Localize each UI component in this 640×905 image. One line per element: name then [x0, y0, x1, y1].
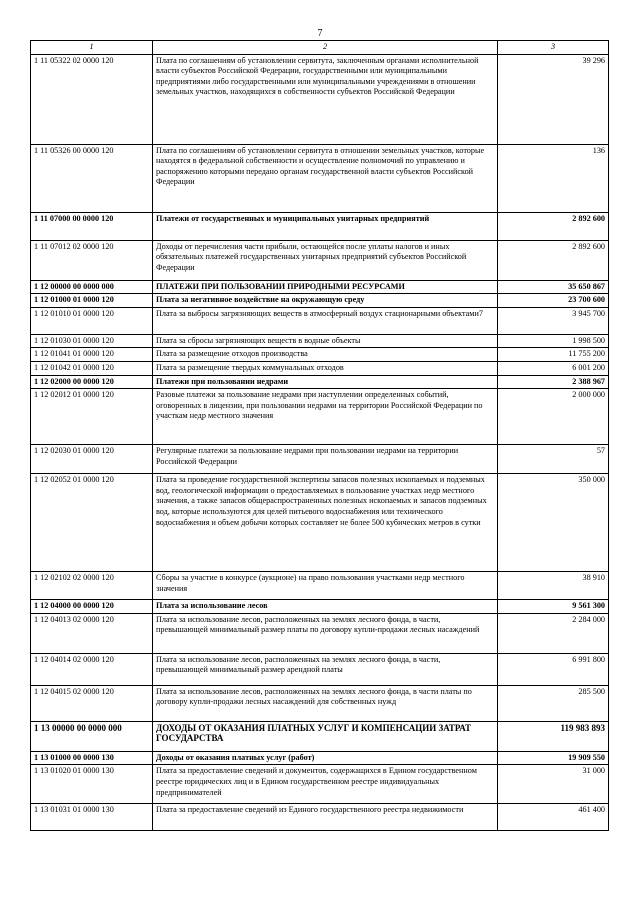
- row-name: ПЛАТЕЖИ ПРИ ПОЛЬЗОВАНИИ ПРИРОДНЫМИ РЕСУРСАМИ: [153, 280, 498, 294]
- row-code: 1 11 05322 02 0000 120: [31, 54, 153, 144]
- row-code: 1 12 02030 01 0000 120: [31, 445, 153, 474]
- table-row: [31, 600, 609, 614]
- row-code: 1 11 07012 02 0000 120: [31, 240, 153, 280]
- row-name: Плата за предоставление сведений из Единого государственного реестра недвижимости: [153, 804, 498, 831]
- row-name: Плата за негативное воздействие на окружающую среду: [153, 294, 498, 308]
- table-row: [31, 572, 609, 600]
- table-row: [31, 765, 609, 804]
- row-amount: 2 892 600: [498, 240, 609, 280]
- row-amount: 6 991 800: [498, 653, 609, 685]
- row-amount: 39 296: [498, 54, 609, 144]
- table-header-row: [31, 41, 609, 55]
- table-row: [31, 294, 609, 308]
- row-amount: 6 001 200: [498, 361, 609, 375]
- row-amount: 2 284 000: [498, 613, 609, 653]
- table-row: [31, 334, 609, 348]
- row-amount: 285 500: [498, 685, 609, 721]
- table-row: [31, 685, 609, 721]
- row-name: Плата за использование лесов, расположенных на землях лесного фонда, в части, превышающей минимальный размер арендной платы: [153, 653, 498, 685]
- row-name: Разовые платежи за пользование недрами при наступлении определенных событий, оговоренных в лицензии, при пользовании недрами на территории Российской Федерации по участкам недр местного значения: [153, 389, 498, 445]
- table-row: [31, 348, 609, 362]
- table-row: [31, 240, 609, 280]
- row-amount: 3 945 700: [498, 307, 609, 334]
- row-amount: 136: [498, 144, 609, 212]
- row-amount: 119 983 893: [498, 721, 609, 751]
- row-name: Доходы от перечисления части прибыли, остающейся после уплаты налогов и иных обязательных платежей государственных унитарных предприятий субъектов Российской Федерации: [153, 240, 498, 280]
- row-code: 1 12 01000 01 0000 120: [31, 294, 153, 308]
- row-code: 1 12 00000 00 0000 000: [31, 280, 153, 294]
- row-code: 1 12 04014 02 0000 120: [31, 653, 153, 685]
- row-amount: 350 000: [498, 474, 609, 572]
- row-name: Плата за сбросы загрязняющих веществ в водные объекты: [153, 334, 498, 348]
- table-row: [31, 307, 609, 334]
- row-name: Платежи от государственных и муниципальных унитарных предприятий: [153, 212, 498, 240]
- row-code: 1 12 02000 00 0000 120: [31, 375, 153, 389]
- row-code: 1 12 02052 01 0000 120: [31, 474, 153, 572]
- row-code: 1 12 01042 01 0000 120: [31, 361, 153, 375]
- row-name: Регулярные платежи за пользование недрами при пользовании недрами на территории Российской Федерации: [153, 445, 498, 474]
- row-amount: 35 650 867: [498, 280, 609, 294]
- row-name: Плата по соглашениям об установлении сервитута в отношении земельных участков, которые находятся в федеральной собственности и осуществление полномочий по управлению и распоряжению которыми передано органам государственной власти субъектов Российской Федерации: [153, 144, 498, 212]
- row-name: Плата за проведение государственной экспертизы запасов полезных ископаемых и подземных вод, геологической информации о предоставляемых в пользование участках недр местного значения, а также запасов общераспространенных полезных ископаемых и запасов подземных вод, которые используются для целей питьевого водоснабжения или технического водоснабжения и объем добычи которых составляет не более 500 кубических метров в сутки: [153, 474, 498, 572]
- row-name: Плата за использование лесов, расположенных на землях лесного фонда, в части, превышающей минимальный размер платы по договору купли-продажи лесных насаждений: [153, 613, 498, 653]
- table-row: [31, 721, 609, 751]
- table-row: [31, 804, 609, 831]
- page-number: 7: [317, 28, 323, 39]
- row-code: 1 11 07000 00 0000 120: [31, 212, 153, 240]
- row-name: Плата за использование лесов: [153, 600, 498, 614]
- table-row: [31, 445, 609, 474]
- table-row: [31, 361, 609, 375]
- table-row: [31, 375, 609, 389]
- row-code: 1 12 04013 02 0000 120: [31, 613, 153, 653]
- row-amount: 461 400: [498, 804, 609, 831]
- row-name: Сборы за участие в конкурсе (аукционе) на право пользования участками недр местного значения: [153, 572, 498, 600]
- table-row: [31, 280, 609, 294]
- row-name: Плата за предоставление сведений и документов, содержащихся в Едином государственном реестре юридических лиц и в Едином государственном реестре индивидуальных предпринимателей: [153, 765, 498, 804]
- row-name: ДОХОДЫ ОТ ОКАЗАНИЯ ПЛАТНЫХ УСЛУГ И КОМПЕНСАЦИИ ЗАТРАТ ГОСУДАРСТВА: [153, 721, 498, 751]
- row-amount: 57: [498, 445, 609, 474]
- row-code: 1 12 04015 02 0000 120: [31, 685, 153, 721]
- table-row: [31, 653, 609, 685]
- table-row: [31, 474, 609, 572]
- row-amount: 2 892 600: [498, 212, 609, 240]
- row-code: 1 11 05326 00 0000 120: [31, 144, 153, 212]
- row-code: 1 12 01030 01 0000 120: [31, 334, 153, 348]
- row-amount: 11 755 200: [498, 348, 609, 362]
- row-amount: 2 388 967: [498, 375, 609, 389]
- row-name: Плата за размещение твердых коммунальных отходов: [153, 361, 498, 375]
- header-col-2: 2: [153, 41, 498, 55]
- header-col-1: 1: [31, 41, 153, 55]
- row-code: 1 12 01010 01 0000 120: [31, 307, 153, 334]
- table-row: [31, 389, 609, 445]
- row-amount: 31 000: [498, 765, 609, 804]
- row-amount: 2 000 000: [498, 389, 609, 445]
- row-code: 1 13 01031 01 0000 130: [31, 804, 153, 831]
- row-amount: 23 700 600: [498, 294, 609, 308]
- row-code: 1 13 01000 00 0000 130: [31, 751, 153, 765]
- row-amount: 19 909 550: [498, 751, 609, 765]
- row-code: 1 12 02012 01 0000 120: [31, 389, 153, 445]
- budget-revenue-table: [30, 40, 609, 831]
- table-row: [31, 613, 609, 653]
- header-col-3: 3: [498, 41, 609, 55]
- row-amount: 9 561 300: [498, 600, 609, 614]
- table-row: [31, 54, 609, 144]
- row-code: 1 12 01041 01 0000 120: [31, 348, 153, 362]
- row-name: Платежи при пользовании недрами: [153, 375, 498, 389]
- row-code: 1 12 02102 02 0000 120: [31, 572, 153, 600]
- row-name: Плата за размещение отходов производства: [153, 348, 498, 362]
- row-amount: 1 998 500: [498, 334, 609, 348]
- row-name: Плата за выбросы загрязняющих веществ в атмосферный воздух стационарными объектами7: [153, 307, 498, 334]
- table-row: [31, 751, 609, 765]
- row-amount: 38 910: [498, 572, 609, 600]
- row-code: 1 13 00000 00 0000 000: [31, 721, 153, 751]
- table-row: [31, 212, 609, 240]
- row-name: Плата за использование лесов, расположенных на землях лесного фонда, в части платы по договору купли-продажи лесных насаждений для собственных нужд: [153, 685, 498, 721]
- row-code: 1 12 04000 00 0000 120: [31, 600, 153, 614]
- row-name: Плата по соглашениям об установлении сервитута, заключенным органами исполнительной власти субъектов Российской Федерации, государственными или муниципальными предприятиями либо государственными или муниципальными учреждениями в отношении земельных участков, находящихся в собственности субъектов Российской Федерации: [153, 54, 498, 144]
- row-name: Доходы от оказания платных услуг (работ): [153, 751, 498, 765]
- table-row: [31, 144, 609, 212]
- row-code: 1 13 01020 01 0000 130: [31, 765, 153, 804]
